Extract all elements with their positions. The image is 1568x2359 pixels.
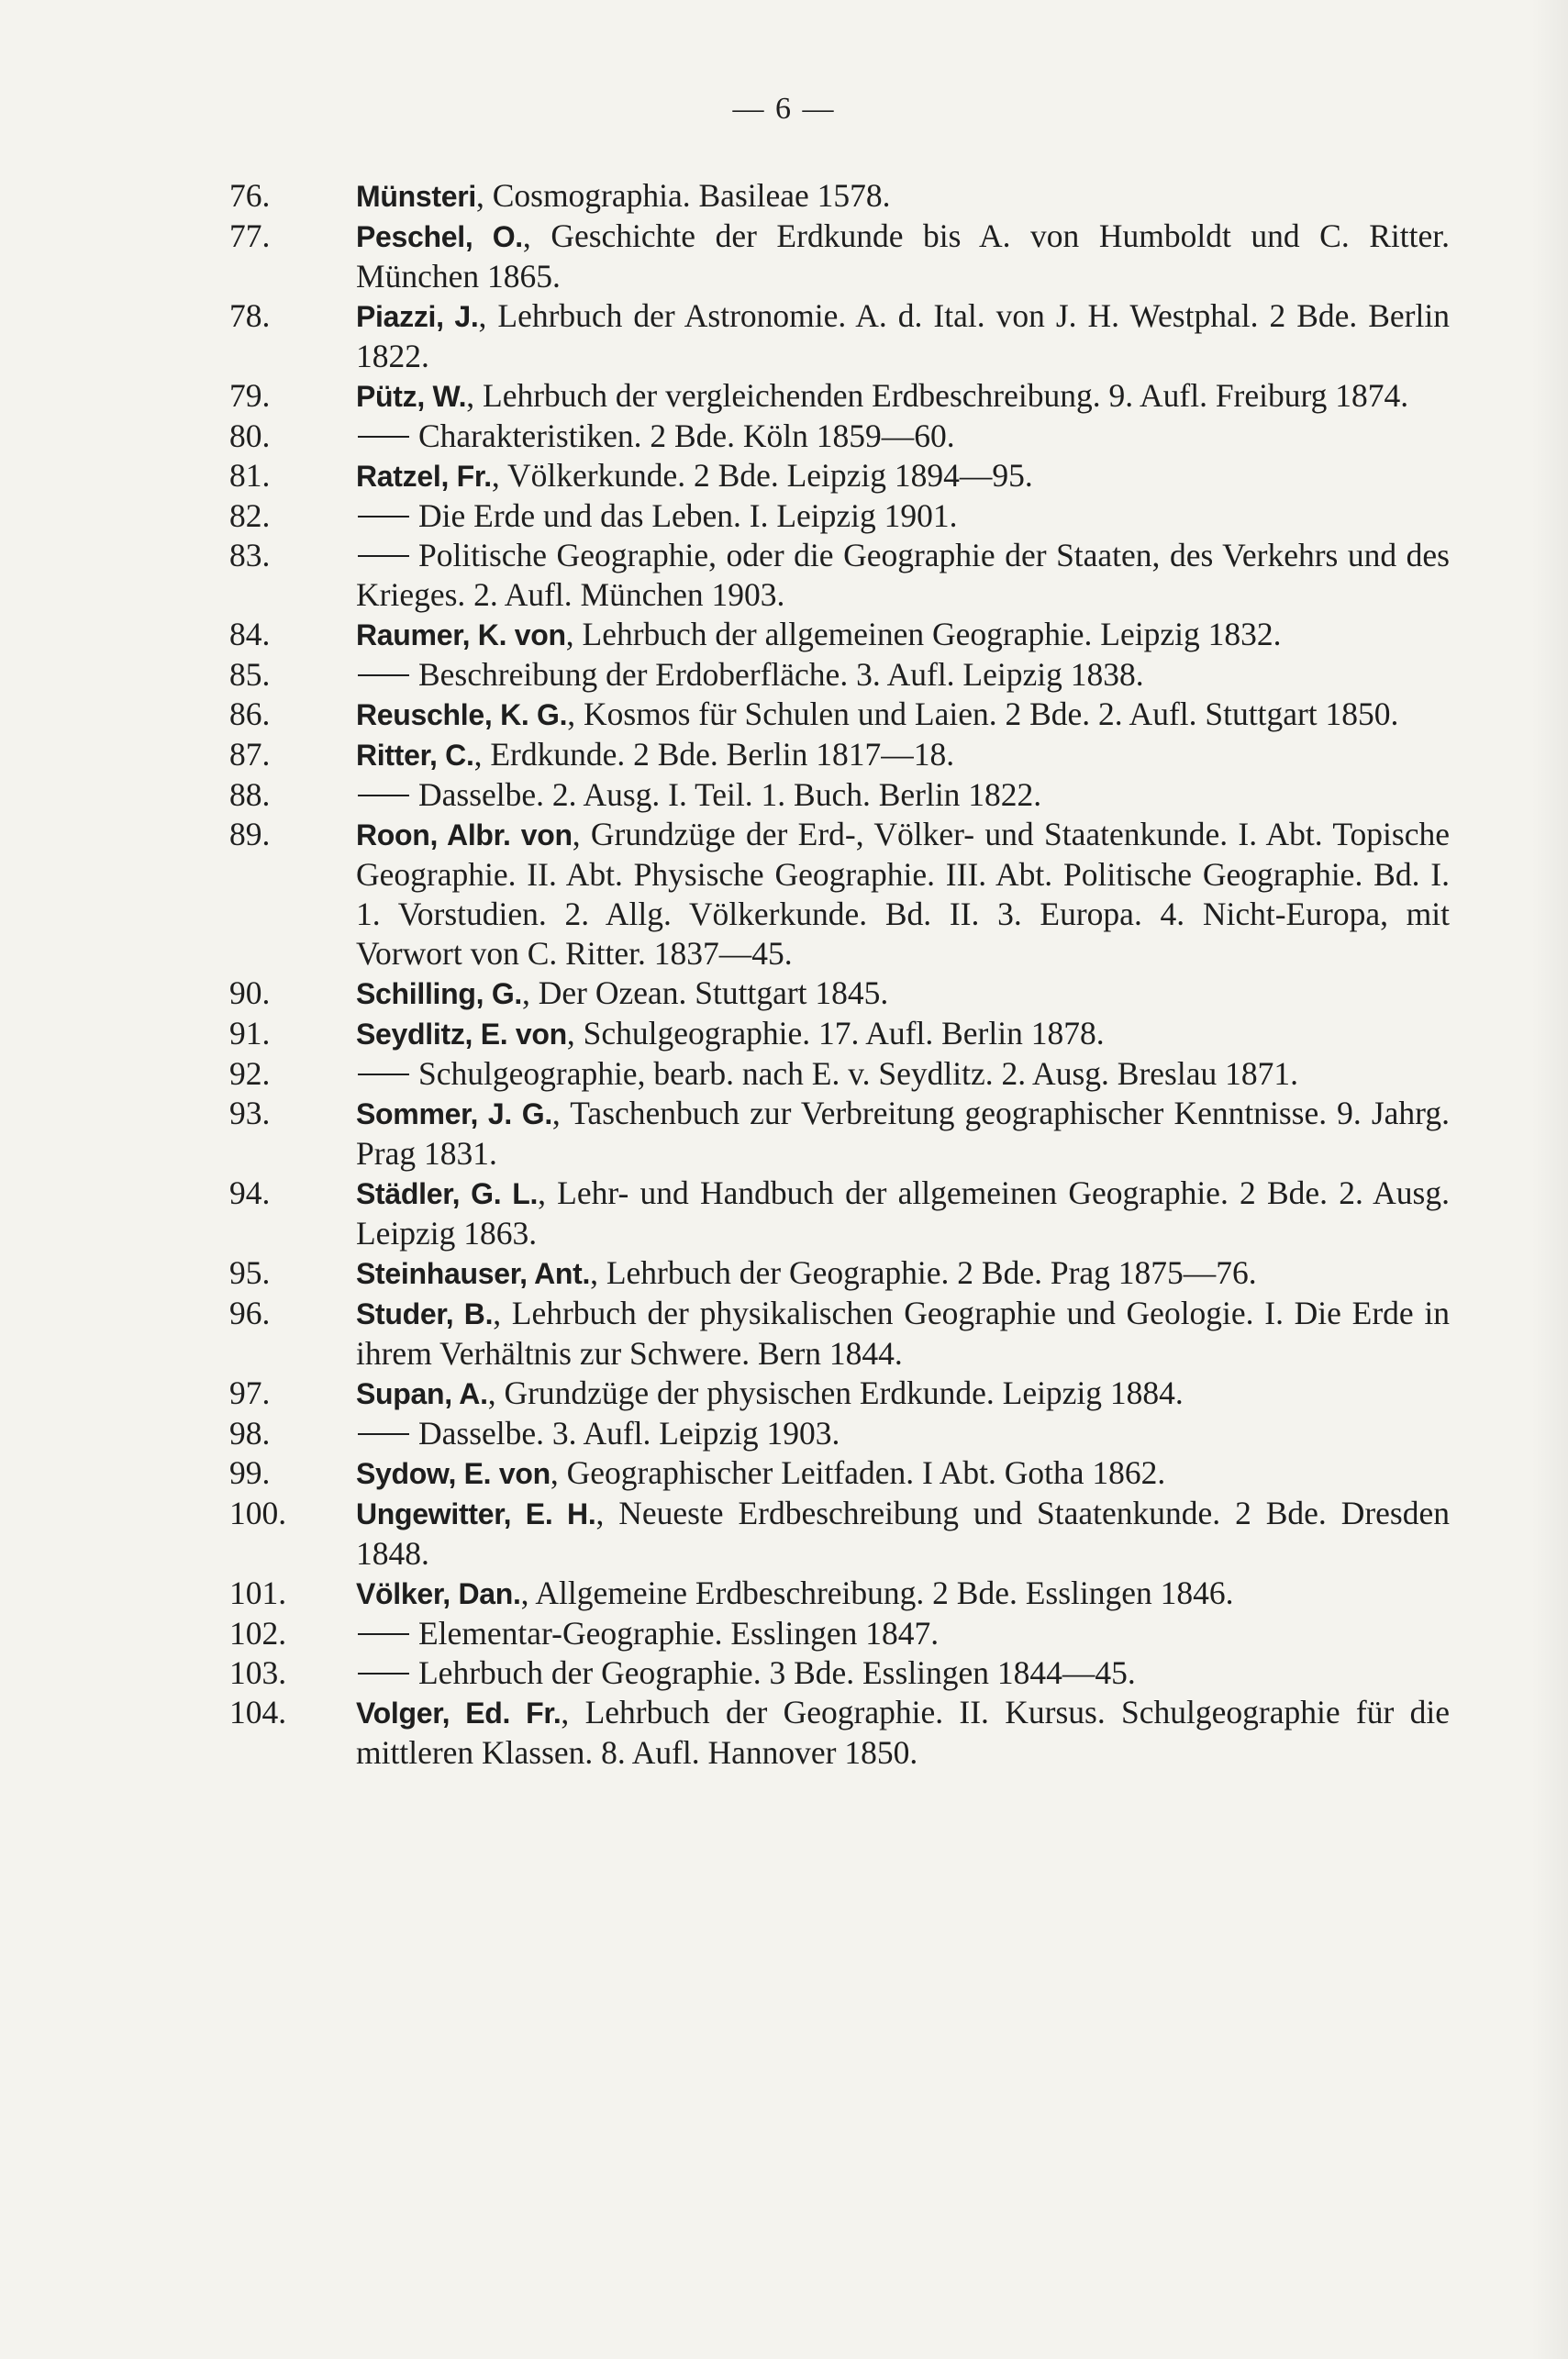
bibliography-entry [229,456,1450,496]
bibliography-list [229,176,1450,1773]
bibliography-entry [229,775,1450,815]
entry-number: 93. [229,1095,271,1131]
entry-author: Volger, Ed. Fr. [356,1697,562,1730]
entry-number: 77. [229,217,271,254]
entry-text: , Schulgeographie. 17. Aufl. Berlin 1878. [566,1015,1105,1052]
entry-number: 94. [229,1174,271,1211]
entry-text: , Lehrbuch der allgemeinen Geographie. Leipzig 1832. [565,616,1282,652]
entry-number: 98. [229,1415,271,1452]
bibliography-entry [229,695,1450,735]
bibliography-entry [229,1653,1450,1693]
entry-number: 78. [229,297,271,334]
entry-text: , Lehrbuch der Geographie. II. Kursus. Schulgeographie für die mittleren Klassen. 8. Aufl. Hannover 1850. [356,1694,1450,1771]
entry-number: 91. [229,1015,271,1052]
entry-author: Schilling, G. [356,977,523,1010]
bibliography-entry [229,417,1450,456]
bibliography-entry [229,1294,1450,1374]
ditto-dash [358,555,409,557]
entry-text: , Lehrbuch der physikalischen Geographie und Geologie. I. Die Erde in ihrem Verhältnis zur Schwere. Bern 1844. [356,1295,1450,1372]
entry-number: 103. [229,1654,287,1691]
entry-number: 82. [229,497,271,534]
ditto-dash [358,1074,409,1075]
bibliography-entry [229,655,1450,695]
entry-author: Raumer, K. von [356,618,566,651]
entry-author: Städler, G. L. [356,1177,539,1210]
entry-number: 95. [229,1254,271,1291]
entry-text: Schulgeographie, bearb. nach E. v. Seydlitz. 2. Ausg. Breslau 1871. [418,1055,1298,1092]
entry-text: Elementar-Geographie. Esslingen 1847. [418,1615,940,1652]
entry-text: , Allgemeine Erdbeschreibung. 2 Bde. Esslingen 1846. [520,1575,1234,1611]
bibliography-entry [229,1374,1450,1414]
entry-number: 85. [229,656,271,693]
entry-author: Supan, A. [356,1377,488,1410]
bibliography-entry [229,1253,1450,1294]
entry-author: Völker, Dan. [356,1577,521,1610]
ditto-dash [358,436,409,438]
entry-text: , Lehr- und Handbuch der allgemeinen Geographie. 2 Bde. 2. Ausg. Leipzig 1863. [356,1174,1450,1252]
entry-author: Sydow, E. von [356,1457,550,1490]
bibliography-entry [229,1574,1450,1614]
bibliography-entry [229,735,1450,775]
entry-text: , Kosmos für Schulen und Laien. 2 Bde. 2. Aufl. Stuttgart 1850. [567,695,1399,732]
bibliography-entry [229,496,1450,536]
bibliography-entry [229,296,1450,376]
entry-number: 88. [229,776,271,813]
bibliography-entry [229,217,1450,296]
entry-author: Sommer, J. G. [356,1097,552,1130]
bibliography-entry [229,176,1450,217]
bibliography-entry [229,615,1450,655]
bibliography-entry [229,1453,1450,1494]
entry-author: Roon, Albr. von [356,818,573,851]
entry-number: 89. [229,816,271,852]
entry-author: Münsteri [356,180,476,213]
entry-number: 100. [229,1495,287,1531]
entry-author: Pütz, W. [356,380,467,413]
entry-number: 97. [229,1374,271,1411]
entry-text: Politische Geographie, oder die Geographie der Staaten, des Verkehrs und des Krieges. 2. Aufl. München 1903. [356,537,1450,613]
bibliography-entry [229,815,1450,974]
entry-number: 102. [229,1615,287,1652]
entry-number: 104. [229,1694,287,1730]
entry-author: Studer, B. [356,1297,494,1330]
bibliography-entry [229,1494,1450,1574]
bibliography-entry [229,1693,1450,1773]
entry-text: Charakteristiken. 2 Bde. Köln 1859—60. [418,417,955,454]
entry-text: , Neueste Erdbeschreibung und Staatenkunde. 2 Bde. Dresden 1848. [356,1495,1450,1572]
entry-author: Piazzi, J. [356,300,479,333]
bibliography-entry [229,974,1450,1014]
bibliography-entry [229,1174,1450,1253]
entry-number: 79. [229,377,271,414]
entry-author: Ritter, C. [356,739,474,772]
ditto-dash [358,1633,409,1635]
bibliography-entry [229,1614,1450,1653]
entry-text: , Erdkunde. 2 Bde. Berlin 1817—18. [473,736,955,773]
entry-number: 96. [229,1295,271,1331]
entry-number: 101. [229,1575,287,1611]
bibliography-entry [229,1014,1450,1054]
entry-author: Reuschle, K. G. [356,698,568,731]
entry-text: , Grundzüge der Erd-, Völker- und Staatenkunde. I. Abt. Topische Geographie. II. Abt. Physische Geographie. III. Abt. Politische Geographie. Bd. I. 1. Vorstudien. 2. Allg. Völkerkunde. Bd. II. 3. Europa. 4. Nicht-Europa, mit Vorwort von C. Ritter. 1837—45. [356,816,1450,972]
bibliography-entry [229,536,1450,615]
bibliography-entry [229,1094,1450,1174]
entry-number: 99. [229,1454,271,1491]
entry-author: Steinhauser, Ant. [356,1257,591,1290]
entry-number: 84. [229,616,271,652]
entry-text: Die Erde und das Leben. I. Leipzig 1901. [418,497,958,534]
entry-author: Ratzel, Fr. [356,460,492,493]
entry-author: Seydlitz, E. von [356,1018,567,1051]
entry-text: , Lehrbuch der Geographie. 2 Bde. Prag 1875—76. [590,1254,1257,1291]
ditto-dash [358,674,409,676]
entry-text: , Grundzüge der physischen Erdkunde. Leipzig 1884. [487,1374,1184,1411]
entry-number: 80. [229,417,271,454]
entry-number: 86. [229,695,271,732]
entry-text: , Taschenbuch zur Verbreitung geographischer Kenntnisse. 9. Jahrg. Prag 1831. [356,1095,1450,1172]
ditto-dash [358,795,409,796]
entry-number: 90. [229,974,271,1011]
ditto-dash [358,516,409,517]
entry-author: Peschel, O. [356,220,523,253]
ditto-dash [358,1433,409,1435]
entry-number: 83. [229,537,271,573]
bibliography-entry [229,1054,1450,1094]
entry-text: Dasselbe. 3. Aufl. Leipzig 1903. [418,1415,840,1452]
entry-text: , Lehrbuch der vergleichenden Erdbeschreibung. 9. Aufl. Freiburg 1874. [466,377,1409,414]
bibliography-entry [229,376,1450,417]
entry-text: Beschreibung der Erdoberfläche. 3. Aufl. Leipzig 1838. [418,656,1144,693]
page-edge-shadow [1531,0,1568,2359]
entry-text: , Lehrbuch der Astronomie. A. d. Ital. von J. H. Westphal. 2 Bde. Berlin 1822. [356,297,1450,374]
bibliography-entry [229,1414,1450,1453]
entry-text: , Der Ozean. Stuttgart 1845. [522,974,889,1011]
entry-number: 76. [229,177,271,214]
entry-text: , Cosmographia. Basileae 1578. [475,177,891,214]
entry-text: , Völkerkunde. 2 Bde. Leipzig 1894—95. [491,457,1033,494]
page-number: — 6 — [732,92,836,126]
entry-number: 81. [229,457,271,494]
entry-number: 87. [229,736,271,773]
entry-text: Lehrbuch der Geographie. 3 Bde. Esslingen 1844—45. [418,1654,1136,1691]
entry-text: , Geschichte der Erdkunde bis A. von Humboldt und C. Ritter. München 1865. [356,217,1450,295]
entry-text: Dasselbe. 2. Ausg. I. Teil. 1. Buch. Berlin 1822. [418,776,1042,813]
entry-author: Ungewitter, E. H. [356,1497,596,1530]
entry-text: , Geographischer Leitfaden. I Abt. Gotha 1862. [550,1454,1166,1491]
ditto-dash [358,1673,409,1675]
entry-number: 92. [229,1055,271,1092]
